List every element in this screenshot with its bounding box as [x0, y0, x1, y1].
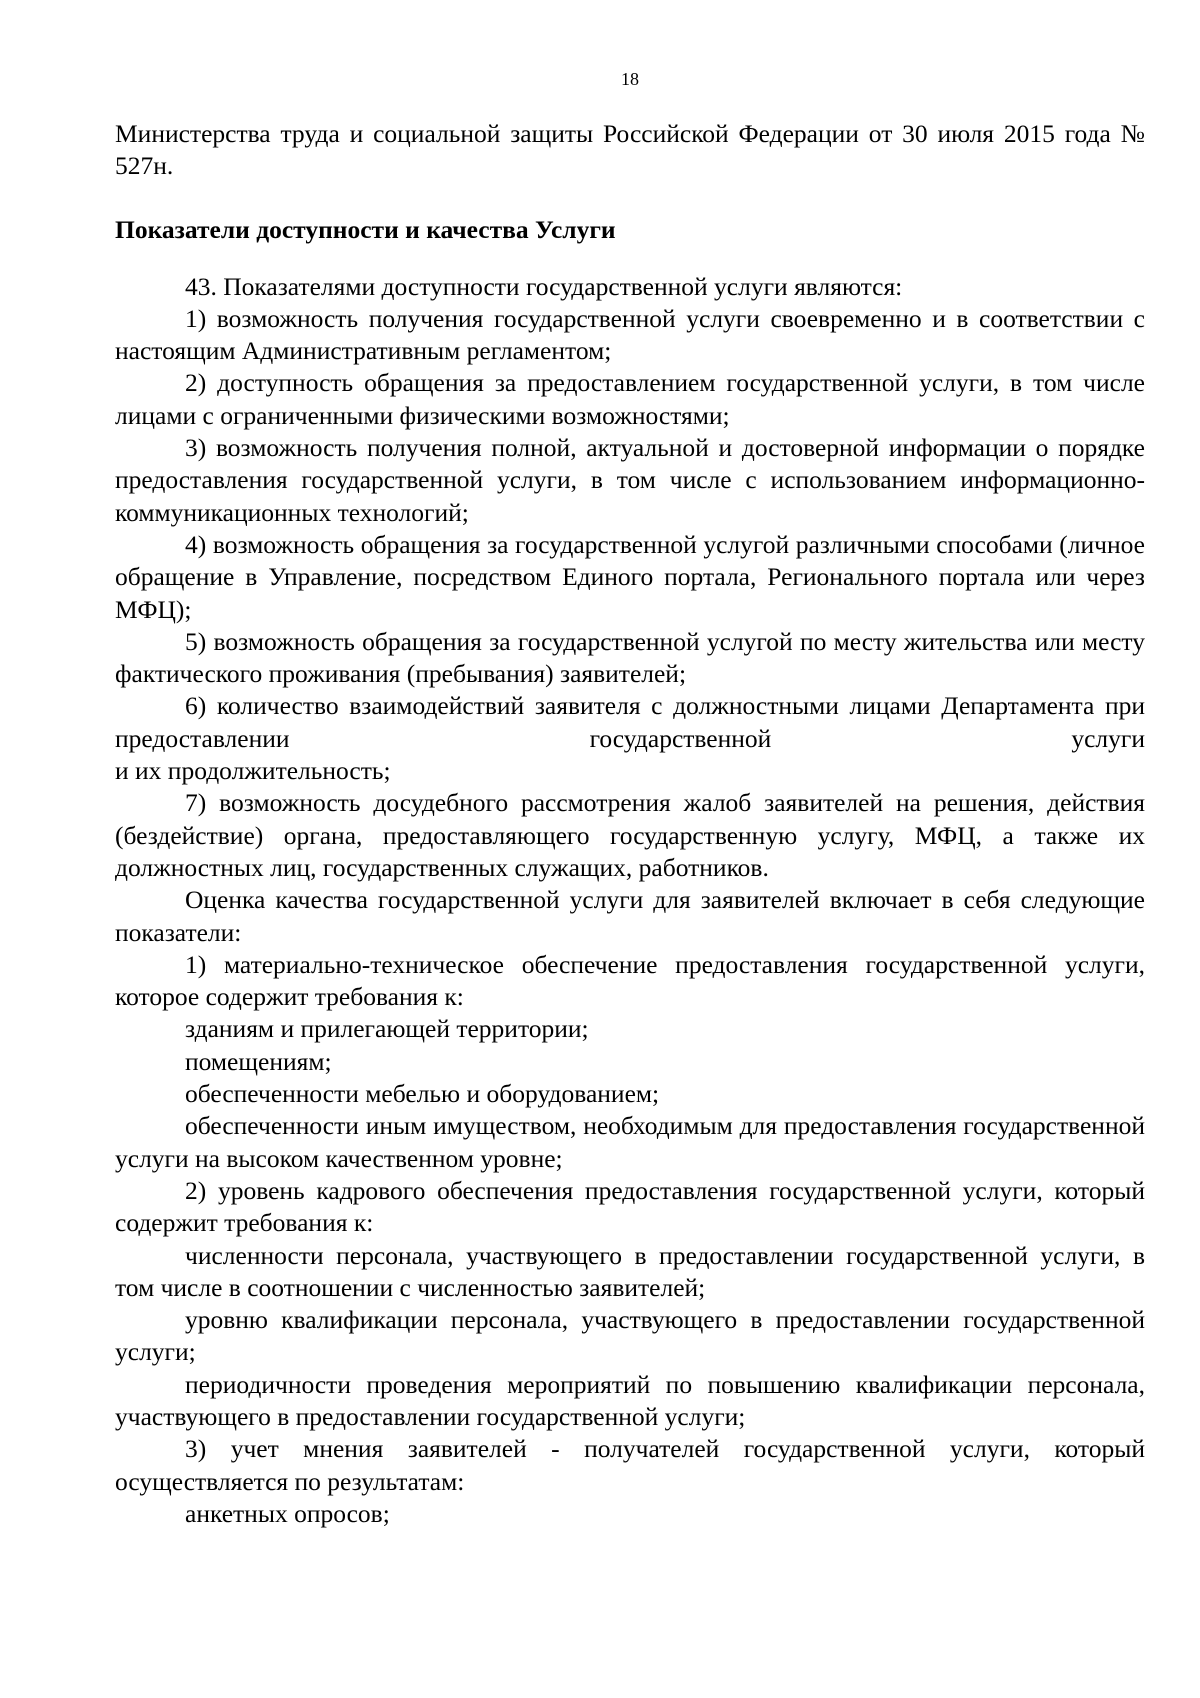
- section-heading: Показатели доступности и качества Услуги: [115, 214, 616, 244]
- list-item: 3) учет мнения заявителей - получателей государственной услуги, который осуществляется по результатам:: [115, 1434, 1145, 1496]
- sub-item: периодичности проведения мероприятий по повышению квалификации персонала, участвующего в предоставлении государственной услуги;: [115, 1369, 1145, 1431]
- list-item: 2) доступность обращения за предоставлением государственной услуги, в том числе лицами с ограниченными физическими возможностями;: [115, 368, 1145, 430]
- list-item: 1) материально-техническое обеспечение предоставления государственной услуги, которое содержит требования к:: [115, 949, 1145, 1012]
- sub-item: уровню квалификации персонала, участвующего в предоставлении государственной услуги;: [115, 1305, 1145, 1367]
- sub-item: численности персонала, участвующего в предоставлении государственной услуги, в том числе в соотношении с численностью заявителей;: [115, 1240, 1145, 1302]
- list-item: 2) уровень кадрового обеспечения предоставления государственной услуги, который содержит требования к:: [115, 1175, 1145, 1238]
- list-item: 4) возможность обращения за государственной услугой различными способами (личное обращение в Управление, посредством Единого портала, Регионального портала или через МФЦ);: [115, 529, 1145, 624]
- sub-item: анкетных опросов;: [185, 1498, 390, 1528]
- quality-assessment-paragraph: Оценка качества государственной услуги для заявителей включает в себя следующие показатели:: [115, 885, 1145, 947]
- sub-item: обеспеченности мебелью и оборудованием;: [185, 1079, 660, 1109]
- sub-item: зданиям и прилегающей территории;: [185, 1014, 589, 1044]
- list-item: 1) возможность получения государственной услуги своевременно и в соответствии с настоящим Административным регламентом;: [115, 303, 1145, 366]
- page-number: 18: [621, 69, 639, 89]
- list-item: 7) возможность досудебного рассмотрения жалоб заявителей на решения, действия (бездействие) органа, предоставляющего государственную услугу, МФЦ, а также их должностных лиц, государственных служащих, работников.: [115, 788, 1145, 882]
- intro-paragraph: Министерства труда и социальной защиты Российской Федерации от 30 июля 2015 года № 527н.: [115, 119, 1145, 181]
- list-item: 6) количество взаимодействий заявителя с должностными лицами Департамента при предоставлении государственной услуги: [115, 691, 1145, 753]
- list-item: 5) возможность обращения за государственной услугой по месту жительства или месту фактического проживания (пребывания) заявителей;: [115, 626, 1145, 689]
- list-item: 3) возможность получения полной, актуальной и достоверной информации о порядке предоставления государственной услуги, в том числе с использованием информационно-коммуникационных технологий;: [115, 433, 1145, 527]
- page-content: [115, 118, 1145, 1530]
- paragraph-43: 43. Показателями доступности государственной услуги являются:: [185, 271, 903, 301]
- list-item-continuation: и их продолжительность;: [115, 756, 391, 786]
- sub-item: обеспеченности иным имуществом, необходимым для предоставления государственной услуги на высоком качественном уровне;: [115, 1111, 1145, 1173]
- sub-item: помещениям;: [185, 1046, 332, 1076]
